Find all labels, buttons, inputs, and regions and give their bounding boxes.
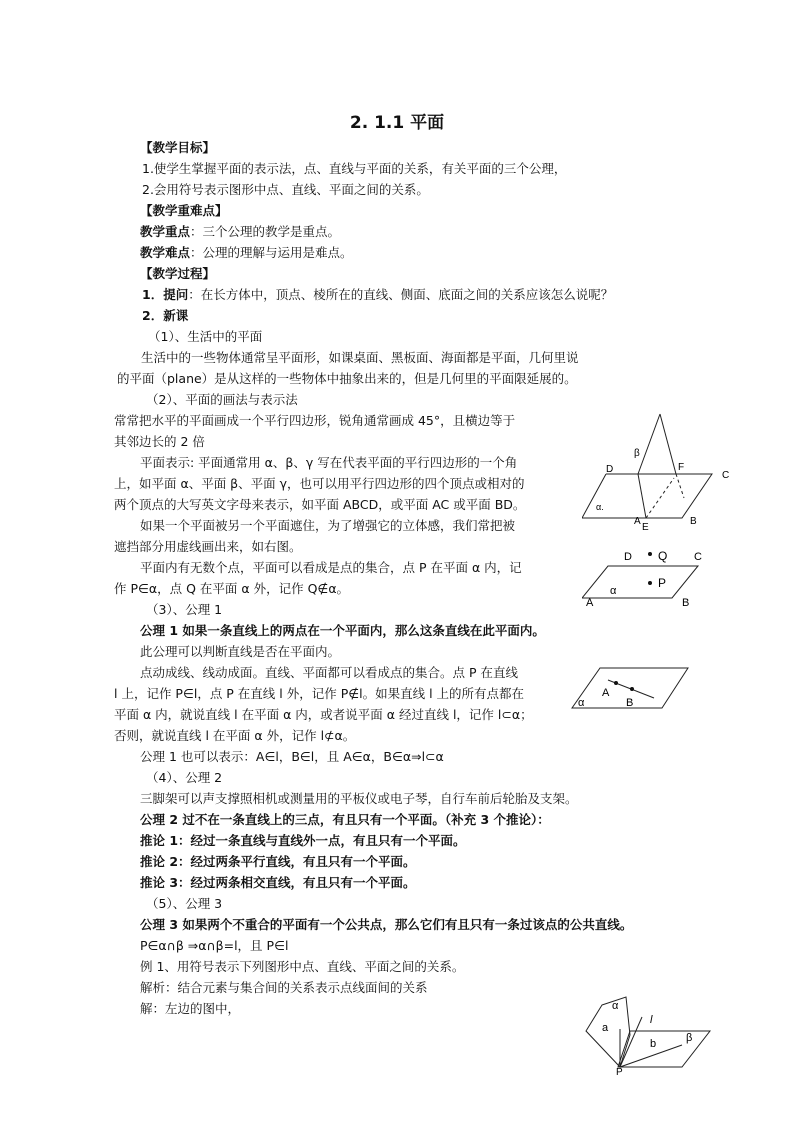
figure-line-in-plane <box>570 664 694 716</box>
new-lesson: 2．新课 <box>142 308 189 323</box>
hidden-edge-2 <box>676 474 684 498</box>
fig4-label-beta: β <box>686 1032 693 1044</box>
section-1-para-1: 生活中的一些物体通常呈平面形，如课桌面、黑板面、海面都是平面，几何里说 <box>141 350 579 365</box>
figure-two-planes <box>582 995 714 1075</box>
section-2-line-9: 作 P∈α，点 Q 在平面 α 外，记作 Q∉α。 <box>114 581 350 596</box>
question-label: 1．提问 <box>142 287 189 302</box>
section-2-line-1: 常常把水平的平面画成一个平行四边形，锐角通常画成 45°，且横边等于 <box>114 413 516 428</box>
point-q <box>648 552 652 556</box>
section-2-line-8: 平面内有无数个点，平面可以看成是点的集合，点 P 在平面 α 内，记 <box>140 560 522 575</box>
heading-process: 【教学过程】 <box>140 266 216 281</box>
axiom-1-line-d: 平面 α 内，就说直线 l 在平面 α 内，或者说平面 α 经过直线 l，记作 l⊂α； <box>114 707 533 722</box>
section-2: （2）、平面的画法与表示法 <box>146 392 298 407</box>
vertical-plane-edge-right <box>660 414 676 474</box>
corollary-3: 推论 3：经过两条相交直线，有且只有一个平面。 <box>140 875 416 890</box>
fig1-label-F: F <box>678 462 685 473</box>
question <box>142 287 613 303</box>
corollary-1: 推论 1：经过一条直线与直线外一点，有且只有一个平面。 <box>140 833 466 848</box>
section-2-line-3: 平面表示: 平面通常用 α、β、γ 写在代表平面的平行四边形的一个角 <box>140 455 518 470</box>
axiom-1-line-e: 否则，就说直线 l 在平面 α 外，记作 l⊄α。 <box>114 728 356 743</box>
line-l <box>620 1017 642 1067</box>
section-2-line-5: 两个顶点的大写英文字母来表示，如平面 ABCD，或平面 AC 或平面 BD。 <box>114 497 526 512</box>
point-p <box>648 581 652 585</box>
fig1-label-B: B <box>690 516 697 527</box>
fig4-label-P: P <box>616 1067 623 1075</box>
axiom-3: 公理 3 如果两个不重合的平面有一个公共点，那么它们有且只有一条过该点的公共直线。 <box>140 917 633 932</box>
section-1: （1）、生活中的平面 <box>148 329 263 344</box>
focus-text: ：三个公理的教学是重点。 <box>190 224 341 239</box>
fig1-label-D: D <box>606 464 614 475</box>
vertical-plane-edge-lower <box>638 474 646 518</box>
corollary-2: 推论 2：经过两条平行直线，有且只有一个平面。 <box>140 854 416 869</box>
fig2-label-D: D <box>624 551 632 563</box>
fig1-label-C: C <box>722 470 730 481</box>
section-2-line-2: 其邻边长的 2 倍 <box>114 434 205 449</box>
fig3-label-B: B <box>626 697 634 709</box>
section-1-para-2: 的平面（plane）是从这样的一些物体中抽象出来的，但是几何里的平面限延展的。 <box>117 371 577 386</box>
section-2-line-6: 如果一个平面被另一个平面遮住，为了增强它的立体感，我们常把被 <box>140 518 516 533</box>
fig1-label-E: E <box>642 522 649 533</box>
difficulty-label: 教学难点 <box>140 245 191 260</box>
fig3-label-A: A <box>602 687 610 699</box>
section-4: （4）、公理 2 <box>146 770 223 785</box>
axiom-1-line-b: 点动成线、线动成面。直线、平面都可以看成点的集合。点 P 在直线 <box>140 665 518 680</box>
figure-intersecting-planes <box>582 406 732 536</box>
fig1-label-alpha: α. <box>596 502 604 512</box>
hidden-edge <box>646 478 674 518</box>
plane-abcd <box>582 566 698 598</box>
example-1: 例 1、用符号表示下列图形中点、直线、平面之间的关系。 <box>140 959 465 974</box>
axiom-1-line-a: 此公理可以判断直线是否在平面内。 <box>140 644 341 659</box>
fig4-label-l: l <box>650 1014 653 1026</box>
vertical-plane-edge-left <box>638 414 660 474</box>
section-2-line-7: 遮挡部分用虚线画出来，如右图。 <box>114 539 302 554</box>
figure-plane-points <box>582 546 712 608</box>
example-analysis: 解析：结合元素与集合间的关系表示点线面间的关系 <box>140 980 428 995</box>
fig2-label-C: C <box>694 551 702 563</box>
axiom-1-formula: 公理 1 也可以表示：A∈l，B∈l，且 A∈α，B∈α⇒l⊂α <box>140 749 444 764</box>
example-solution: 解：左边的图中， <box>140 1001 241 1016</box>
axiom-1-line-c: l 上，记作 P∈l，点 P 在直线 l 外，记作 P∉l。如果直线 l 上的所有点都在 <box>114 686 525 701</box>
fig2-label-A: A <box>586 597 594 608</box>
goal-2: 2.会用符号表示图形中点、直线、平面之间的关系。 <box>142 182 429 197</box>
fig3-label-alpha: α <box>578 697 585 709</box>
point-b <box>630 687 634 691</box>
fig2-label-B: B <box>682 597 690 608</box>
focus-label: 教学重点 <box>140 224 191 239</box>
difficulty-text: ：公理的理解与运用是难点。 <box>190 245 353 260</box>
section-3: （3）、公理 1 <box>146 602 223 617</box>
section-5: （5）、公理 3 <box>146 896 223 911</box>
heading-goals: 【教学目标】 <box>140 140 216 155</box>
heading-keypoints: 【教学重难点】 <box>140 203 228 218</box>
point-a <box>614 681 618 685</box>
fig4-label-b: b <box>650 1038 657 1050</box>
fig1-label-beta: β <box>634 448 640 459</box>
axiom-2: 公理 2 过不在一条直线上的三点，有且只有一个平面。（补充 3 个推论）： <box>140 812 550 827</box>
axiom-2-intro: 三脚架可以声支撑照相机或测量用的平板仪或电子琴，自行车前后轮胎及支架。 <box>140 791 578 806</box>
plane-beta <box>618 1031 710 1067</box>
fig4-label-a: a <box>602 1022 609 1034</box>
section-2-line-4: 上，如平面 α、平面 β、平面 γ，也可以用平行四边形的四个顶点或相对的 <box>114 476 525 491</box>
fig2-label-alpha: α <box>610 585 617 597</box>
goal-1: 1.使学生掌握平面的表示法，点、直线与平面的关系，有关平面的三个公理， <box>142 161 567 176</box>
key-difficulty <box>140 245 353 261</box>
fig4-label-alpha: α <box>612 1000 619 1012</box>
axiom-3-formula: P∈α∩β ⇒α∩β=l，且 P∈l <box>140 938 289 953</box>
key-focus <box>140 224 340 240</box>
axiom-1: 公理 1 如果一条直线上的两点在一个平面内，那么这条直线在此平面内。 <box>140 623 545 638</box>
fig2-label-Q: Q <box>658 549 668 563</box>
page-title: 2. 1.1 平面 <box>349 113 445 133</box>
fig2-label-P: P <box>658 576 667 590</box>
question-text: ：在长方体中，顶点、棱所在的直线、侧面、底面之间的关系应该怎么说呢？ <box>188 287 614 302</box>
fig1-label-A: A <box>634 516 641 527</box>
